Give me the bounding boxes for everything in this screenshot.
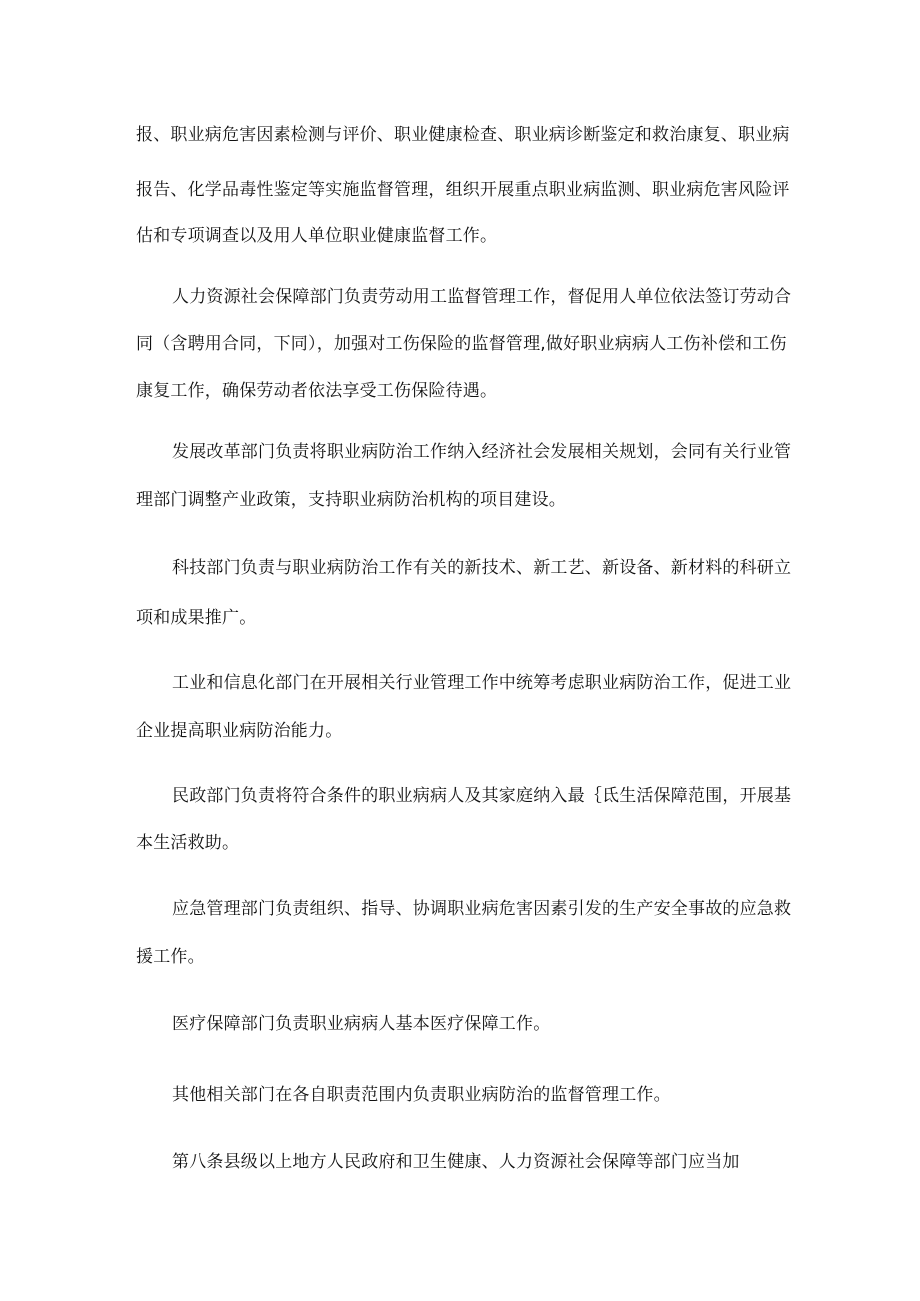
paragraph-4-line-2: 项和成果推广。 bbox=[136, 608, 257, 628]
paragraph-2-line-3: 康复工作，确保劳动者依法享受工伤保险待遇。 bbox=[136, 381, 498, 401]
paragraph-1-line-2: 报告、化学品毒性鉴定等实施监督管理，组织开展重点职业病监测、职业病危害风险评 bbox=[136, 180, 790, 200]
paragraph-6-line-1: 民政部门负责将符合条件的职业病病人及其家庭纳入最｛氐生活保障范围，开展基 bbox=[172, 786, 792, 806]
paragraph-2-line-1: 人力资源社会保障部门负责劳动用工监督管理工作，督促用人单位依法签订劳动合 bbox=[172, 287, 792, 307]
paragraph-8-line-1: 医疗保障部门负责职业病病人基本医疗保障工作。 bbox=[172, 1014, 551, 1034]
paragraph-5-line-2: 企业提高职业病防治能力。 bbox=[136, 721, 343, 741]
paragraph-6-line-2: 本生活救助。 bbox=[136, 833, 240, 853]
paragraph-7-line-1: 应急管理部门负责组织、指导、协调职业病危害因素引发的生产安全事故的应急救 bbox=[172, 899, 792, 919]
paragraph-4-line-1: 科技部门负责与职业病防治工作有关的新技术、新工艺、新设备、新材料的科研立 bbox=[172, 558, 792, 578]
paragraph-5-line-1: 工业和信息化部门在开展相关行业管理工作中统筹考虑职业病防治工作，促进工业 bbox=[172, 673, 792, 693]
paragraph-7-line-2: 援工作。 bbox=[136, 947, 205, 967]
paragraph-1-line-3: 估和专项调查以及用人单位职业健康监督工作。 bbox=[136, 226, 498, 246]
paragraph-3-line-2: 理部门调整产业政策，支持职业病防治机构的项目建设。 bbox=[136, 490, 566, 510]
paragraph-9-line-1: 其他相关部门在各自职责范围内负责职业病防治的监督管理工作。 bbox=[172, 1085, 671, 1105]
paragraph-2-line-2: 同（含聘用合同，下同），加强对工伤保险的监督管理,做好职业病病人工伤补偿和工伤 bbox=[136, 334, 787, 354]
paragraph-10-line-1: 第八条县级以上地方人民政府和卫生健康、人力资源社会保障等部门应当加 bbox=[172, 1152, 740, 1172]
paragraph-1-line-1: 报、职业病危害因素检测与评价、职业健康检查、职业病诊断鉴定和救治康复、职业病 bbox=[136, 125, 790, 145]
paragraph-3-line-1: 发展改革部门负责将职业病防治工作纳入经济社会发展相关规划，会同有关行业管 bbox=[172, 442, 792, 462]
